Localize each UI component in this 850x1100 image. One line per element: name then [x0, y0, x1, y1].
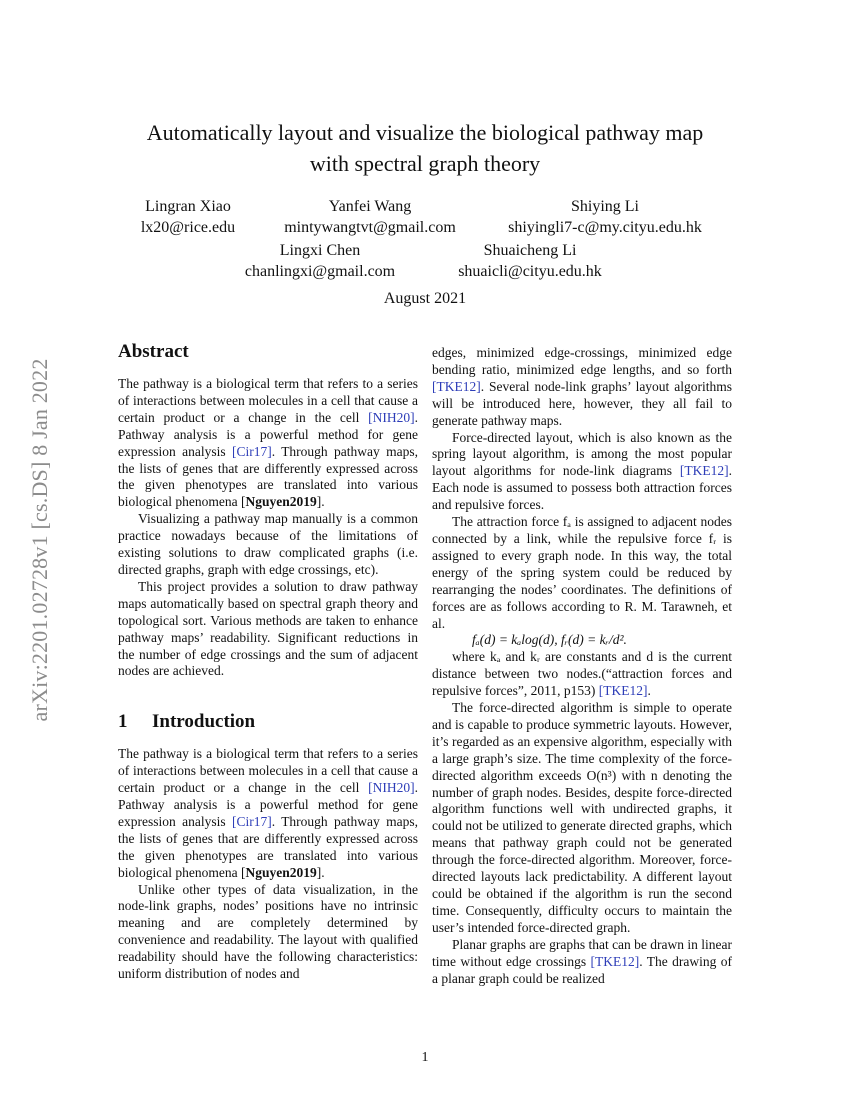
page-number: 1 [421, 1050, 429, 1065]
author-block [270, 196, 470, 238]
text-run: The pathway is a biological term that refers to a series of interactions between molecules in a cell that cause a certain product or a change in the cell [118, 376, 418, 425]
author-name: Yanfei Wang [328, 198, 412, 215]
author-name: Shuaicheng Li [483, 242, 577, 259]
text-run: Planar graphs are graphs that can be drawn in linear time without edge crossings [432, 936, 733, 969]
author-block [440, 240, 620, 282]
text-run: . Several node-link graphs’ layout algorithms will be introduced here, however, they all fail to generate pathway maps. [432, 378, 732, 428]
text-run: . Through pathway maps, the lists of genes that are differently expressed across the given phenotypes are translated into various biological phenomena [ [118, 443, 419, 510]
text-run: . Pathway analysis is a powerful method for gene expression analysis [118, 409, 418, 459]
abstract-heading: Abstract [118, 341, 189, 362]
citation-link[interactable]: [TKE12] [590, 953, 640, 969]
text-run: . Through pathway maps, the lists of genes that are differently expressed across the given phenotypes are translated into various biological phenomena [ [118, 813, 419, 880]
author-name: Shiying Li [570, 198, 639, 215]
citation-link[interactable]: [Cir17] [231, 443, 272, 459]
left-column [118, 340, 418, 983]
right-column [432, 345, 732, 987]
body-paragraph [432, 937, 732, 988]
text-run: edges, minimized edge-crossings, minimized edge bending ratio, minimized edge lengths, and so forth [432, 345, 732, 377]
citation-link[interactable]: [NIH20] [368, 780, 415, 796]
arxiv-identifier[interactable]: arXiv:2201.02728v1 [cs.DS] 8 Jan 2022 [27, 358, 52, 722]
author-email[interactable]: mintywangtvt@gmail.com [284, 219, 456, 236]
author-email[interactable]: lx20@rice.edu [140, 219, 236, 236]
title-line-1: Automatically layout and visualize the biological pathway map [146, 120, 704, 145]
author-block [230, 240, 410, 282]
text-run: ]. [316, 494, 325, 510]
section-title: Introduction [152, 711, 256, 733]
text-run: . [647, 683, 651, 699]
text-run: . Pathway analysis is a powerful method for gene expression analysis [118, 780, 418, 829]
paper-date: August 2021 [383, 290, 467, 307]
text-run: where kₐ and kᵣ are constants and d is the current distance between two nodes.(“attraction forces and repulsive forces”, 2011, p153) [432, 649, 732, 699]
citation-link[interactable]: [Cir17] [231, 813, 272, 829]
intro-paragraph [118, 746, 418, 881]
author-email[interactable]: shuaicli@cityu.edu.hk [458, 263, 602, 280]
abstract-paragraph [118, 376, 418, 511]
body-paragraph: The force-directed algorithm is simple to operate and is capable to produce symmetric layouts. However, it’s regarded as an expensive algorithm, especially with a large graph’s size. The time complexity of the force-directed algorithm exceeds O(n³) with n denoting the number of graph nodes. Besides, despite force-directed algorithm functions well with undirected graphs, it could not be utilized to generate directed graphs, which means that pathway graph could not be generated through the force-directed algorithm. Moreover, force-directed layouts lack predictability. A different layout could be obtained if the algorithm is run the second time. Consequently, difficulty occurs to maintain the user’s intended force-directed graph. [432, 700, 732, 935]
citation-key: Nguyen2019 [245, 494, 317, 510]
body-paragraph [432, 430, 732, 515]
title-line-2: with spectral graph theory [309, 151, 541, 176]
author-block [490, 196, 720, 238]
section-number: 1 [118, 711, 128, 733]
citation-link[interactable]: [NIH20] [368, 409, 415, 425]
citation-link[interactable]: [TKE12] [679, 463, 729, 479]
author-name: Lingxi Chen [279, 242, 361, 259]
body-paragraph [432, 345, 732, 430]
author-block [118, 196, 258, 238]
text-run: Force-directed layout, which is also known as the spring layout algorithm, is among the most popular layout algorithms for node-link diagrams [432, 429, 732, 479]
paper-title [100, 117, 750, 179]
author-email[interactable]: chanlingxi@gmail.com [244, 263, 396, 280]
abstract-paragraph: This project provides a solution to draw pathway maps automatically based on spectral graph theory and topological sort. Various methods are taken to enhance pathway maps’ readability. Significant reductions in the number of edge crossings and the sum of adjacent nodes are achieved. [118, 578, 418, 679]
force-formula: fₐ(d) = kₐlog(d), fᵣ(d) = kᵣ/d². [472, 632, 627, 648]
citation-link[interactable]: [TKE12] [432, 378, 481, 394]
citation-key: Nguyen2019 [245, 864, 317, 880]
text-run: ]. [316, 864, 325, 880]
intro-paragraph: Unlike other types of data visualization, in the node-link graphs, nodes’ positions have no intrinsic meaning and are completely determined by convenience and readability. The layout with qualified readability should have the following characteristics: uniform distribution of nodes and [118, 881, 418, 982]
author-email[interactable]: shiyingli7-c@my.cityu.edu.hk [508, 219, 702, 236]
intro-heading [118, 710, 418, 734]
body-paragraph [432, 649, 732, 700]
text-run: The pathway is a biological term that refers to a series of interactions between molecules in a cell that cause a certain product or a change in the cell [118, 746, 418, 796]
author-name: Lingran Xiao [145, 198, 231, 215]
abstract-paragraph: Visualizing a pathway map manually is a common practice nowadays because of the limitations of existing solutions to draw complicated graphs (i.e. directed graphs, graph with edge crossings, etc). [118, 511, 418, 577]
citation-link[interactable]: [TKE12] [598, 683, 648, 699]
body-paragraph: The attraction force fₐ is assigned to adjacent nodes connected by a link, while the repulsive force fᵣ is assigned to every graph node. In this way, the total energy of the spring system could be reduced by rearranging the nodes’ coordinates. The definitions of forces are as follows according to R. M. Tarawneh, et al. [432, 514, 732, 631]
text-run: . Each node is assumed to possess both attraction forces and repulsive forces. [432, 463, 732, 513]
text-run: . The drawing of a planar graph could be realized [432, 953, 732, 986]
